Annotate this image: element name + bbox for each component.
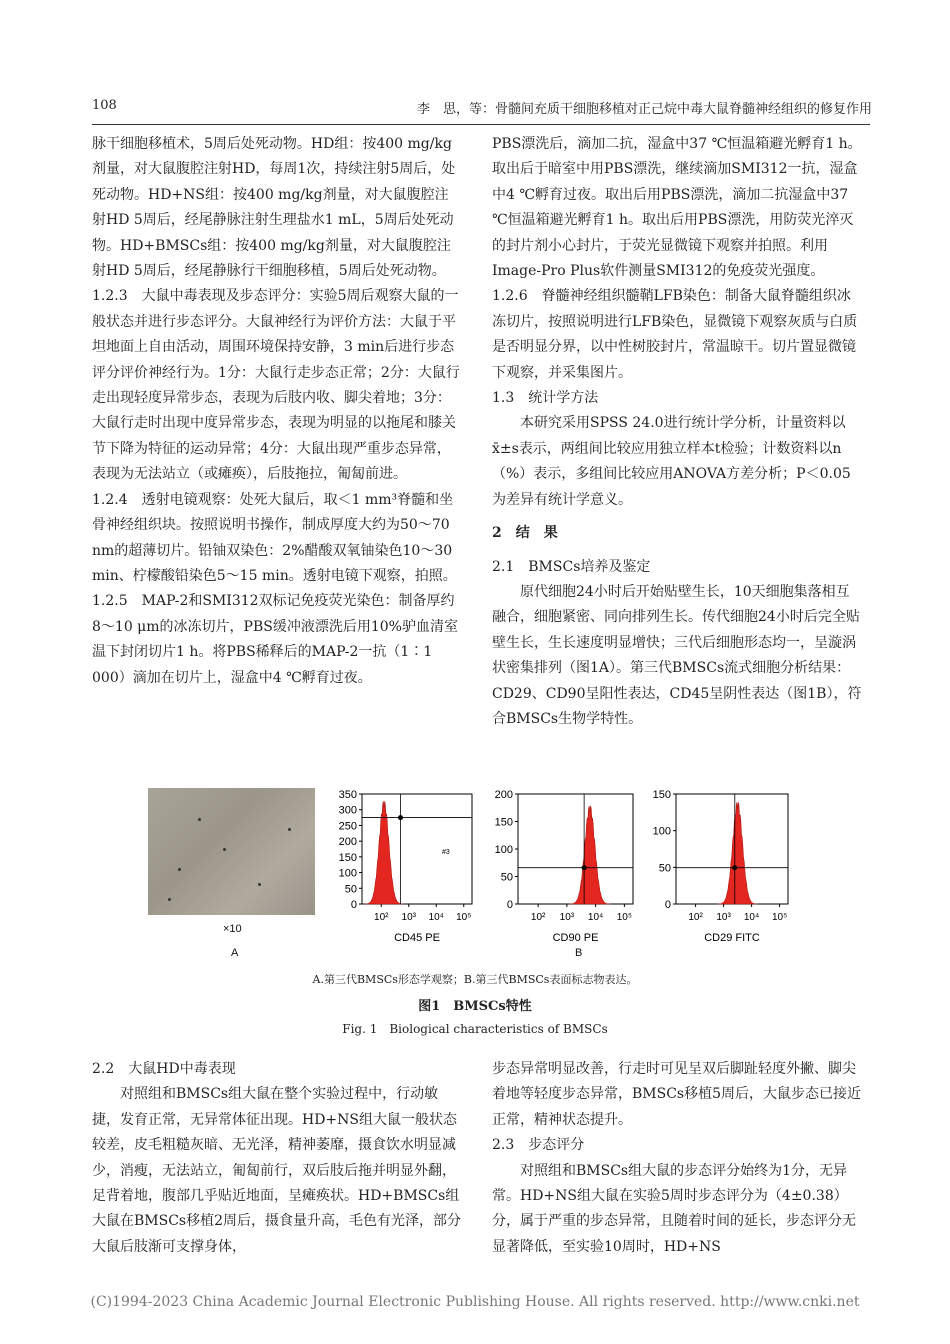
paragraph: 脉干细胞移植术，5周后处死动物。HD组：按400 mg/kg剂量，对大鼠腹腔注射HD，每周1次，持续注射5周后，处死动物。HD+NS组：按400 mg/kg剂量，对大鼠腹腔注射HD 5周后，经尾静脉注射生理盐水1 mL，5周后处死动物。HD+BMSCs组：按400 mg/kg剂量，对大鼠腹腔注射HD 5周后，经尾静脉行干细胞移植，5周后处死动物。	[92, 136, 456, 280]
y-tick-label: 50	[658, 862, 671, 875]
y-tick-label: 200	[494, 789, 513, 801]
figure-caption-cn: 图1 BMSCs特性	[418, 999, 532, 1014]
gate-label: #3	[442, 849, 450, 856]
paragraph: 2.1 BMSCs培养及鉴定	[492, 558, 651, 575]
running-header	[92, 98, 872, 120]
paragraph: 2.2 大鼠HD中毒表现	[92, 1061, 236, 1077]
paragraph: 1.3 统计学方法	[492, 390, 599, 407]
y-tick-label: 50	[500, 871, 513, 884]
y-tick-label: 250	[338, 820, 357, 833]
x-tick-label: 10⁵	[456, 912, 472, 923]
paragraph: 本研究采用SPSS 24.0进行统计学分析，计量资料以x̄±s表示，两组间比较应用独立样本t检验；计数资料以n（%）表示，多组间比较应用ANOVA方差分析；P＜0.05为差异有统计学意义。	[492, 415, 851, 508]
x-tick-label: 10²	[374, 912, 389, 923]
flow-cytometry-charts	[0, 780, 950, 970]
x-tick-label: 10³	[716, 912, 731, 923]
y-tick-label: 0	[664, 899, 671, 911]
right-column-lower	[492, 1057, 862, 1260]
y-tick-label: 100	[338, 867, 357, 880]
paragraph: 1.2.4 透射电镜观察：处死大鼠后，取＜1 mm³脊髓和坐骨神经组织块。按照说明书操作，制成厚度大约为50～70 nm的超薄切片。铅铀双染色：2%醋酸双氧铀染色10～30 min、柠檬酸铅染色5～15 min。透射电镜下观察，拍照。	[92, 491, 457, 584]
paragraph: PBS漂洗后，滴加二抗，湿盒中37 ℃恒温箱避光孵育1 h。取出后于暗室中用PBS漂洗，继续滴加SMI312一抗，湿盒中4 ℃孵育过夜。取出后用PBS漂洗，滴加二抗湿盒中37 ℃恒温箱避光孵育1 h。取出后用PBS漂洗，用防荧光淬灭的封片剂小心封片，于荧光显微镜下观察并拍照。利用Image-Pro Plus软件测量SMI312的免疫荧光强度。	[492, 136, 862, 280]
histogram-area	[718, 802, 757, 904]
x-axis-label: CD45 PE	[394, 932, 440, 944]
figure-subcaption: A.第三代BMSCs形态学观察；B.第三代BMSCs表面标志物表达。	[312, 973, 638, 986]
x-tick-label: 10²	[688, 912, 703, 923]
y-tick-label: 150	[338, 851, 357, 864]
histogram-area	[570, 806, 610, 904]
paragraph: 1.2.6 脊髓神经组织髓鞘LFB染色：制备大鼠脊髓组织冰冻切片，按照说明进行LFB染色，显微镜下观察灰质与白质是否明显分界，以中性树胶封片，常温晾干。切片置显微镜下观察，并采集图片。	[492, 288, 858, 381]
paragraph: 对照组和BMSCs组大鼠的步态评分始终为1分，无异常。HD+NS组大鼠在实验5周时步态评分为（4±0.38）分，属于严重的步态异常，且随着时间的延长，步态评分无显著降低，至实验10周时，HD+NS	[492, 1162, 856, 1255]
y-tick-label: 0	[506, 899, 513, 911]
y-tick-label: 150	[494, 816, 513, 829]
paragraph: 对照组和BMSCs组大鼠在整个实验过程中，行动敏捷，发育正常，无异常体征出现。HD+NS组大鼠一般状态较差，皮毛粗糙灰暗、无光泽，精神萎靡，摄食饮水明显减少，消瘦，无法站立，匍匐前行，双后肢后拖并明显外翻，足背着地，腹部几乎贴近地面，呈瘫痪状。HD+BMSCs组大鼠在BMSCs移植2周后，摄食量升高，毛色有光泽，部分大鼠后肢渐可支撑身体，	[92, 1086, 462, 1255]
y-tick-label: 0	[350, 899, 357, 911]
header-rule	[92, 124, 870, 125]
x-tick-label: 10³	[401, 912, 416, 923]
x-tick-label: 10⁴	[587, 912, 604, 923]
copyright-footer: (C)1994-2023 China Academic Journal Electronic Publishing House. All rights reserved. http://www.cnki.net	[90, 1294, 860, 1310]
y-tick-label: 350	[338, 789, 357, 801]
y-tick-label: 100	[494, 844, 513, 856]
left-column-lower	[92, 1057, 462, 1260]
gate-marker	[732, 865, 737, 870]
gate-marker	[398, 815, 403, 820]
paragraph: 2.3 步态评分	[492, 1137, 585, 1154]
x-tick-label: 10⁵	[616, 912, 633, 923]
figure-caption-en: Fig. 1 Biological characteristics of BMSCs	[342, 1022, 608, 1036]
running-title: 李 思，等：骨髓间充质干细胞移植对正己烷中毒大鼠脊髓神经组织的修复作用	[416, 102, 872, 117]
section-heading: 2 结 果	[492, 525, 558, 542]
plot-frame	[518, 794, 633, 904]
panel-a-label: A	[231, 947, 239, 959]
x-tick-label: 10⁴	[428, 912, 444, 923]
paragraph: 步态异常明显改善，行走时可见呈双后脚趾轻度外撇、脚尖着地等轻度步态异常，BMSCs移植5周后，大鼠步态已接近正常，精神状态提升。	[492, 1061, 862, 1128]
paragraph: 原代细胞24小时后开始贴壁生长，10天细胞集落相互融合，细胞紧密、同向排列生长。传代细胞24小时后完全贴壁生长，生长速度明显增快；三代后细胞形态均一，呈漩涡状密集排列（图1A）。第三代BMSCs流式细胞分析结果：CD29、CD90呈阳性表达，CD45呈阴性表达（图1B），符合BMSCs生物学特性。	[492, 583, 862, 727]
x-tick-label: 10⁵	[771, 912, 788, 923]
paragraph: 1.2.5 MAP-2和SMI312双标记免疫荧光染色：制备厚约8～10 μm的冰冻切片，PBS缓冲液漂洗后用10%驴血清室温下封闭切片1 h。将PBS稀释后的MAP-2一抗（1∶1 000）滴加在切片上，湿盒中4 ℃孵育过夜。	[92, 593, 458, 686]
gate-marker	[582, 865, 587, 870]
x-tick-label: 10³	[559, 912, 575, 923]
right-column	[492, 132, 862, 732]
y-tick-label: 200	[338, 836, 357, 849]
magnification-label: ×10	[223, 923, 242, 935]
paragraph: 1.2.3 大鼠中毒表现及步态评分：实验5周后观察大鼠的一般状态并进行步态评分。大鼠神经行为评价方法：大鼠于平坦地面上自由活动，周围环境保持安静，3 min后进行步态评分评价神经行为。1分：大鼠行走步态正常；2分：大鼠行走出现轻度异常步态，表现为后肢内收、脚尖着地；3分：大鼠行走时出现中度异常步态，表现为明显的以拖尾和膝关节下降为特征的运动异常；4分：大鼠出现严重步态异常，表现为无法站立（或瘫痪），后肢拖拉，匍匐前进。	[92, 288, 460, 483]
left-column	[92, 132, 462, 691]
x-axis-label: CD29 FITC	[704, 932, 760, 944]
y-tick-label: 100	[652, 825, 671, 838]
figure-1	[0, 780, 950, 1050]
x-tick-label: 10⁴	[743, 912, 760, 923]
page-number: 108	[92, 98, 117, 113]
histogram-area	[365, 801, 404, 904]
y-tick-label: 50	[344, 883, 357, 896]
y-tick-label: 300	[338, 804, 357, 817]
x-tick-label: 10²	[530, 912, 546, 923]
y-tick-label: 150	[652, 789, 671, 801]
x-axis-label: CD90 PE	[552, 932, 599, 944]
panel-b-label: B	[575, 947, 583, 959]
